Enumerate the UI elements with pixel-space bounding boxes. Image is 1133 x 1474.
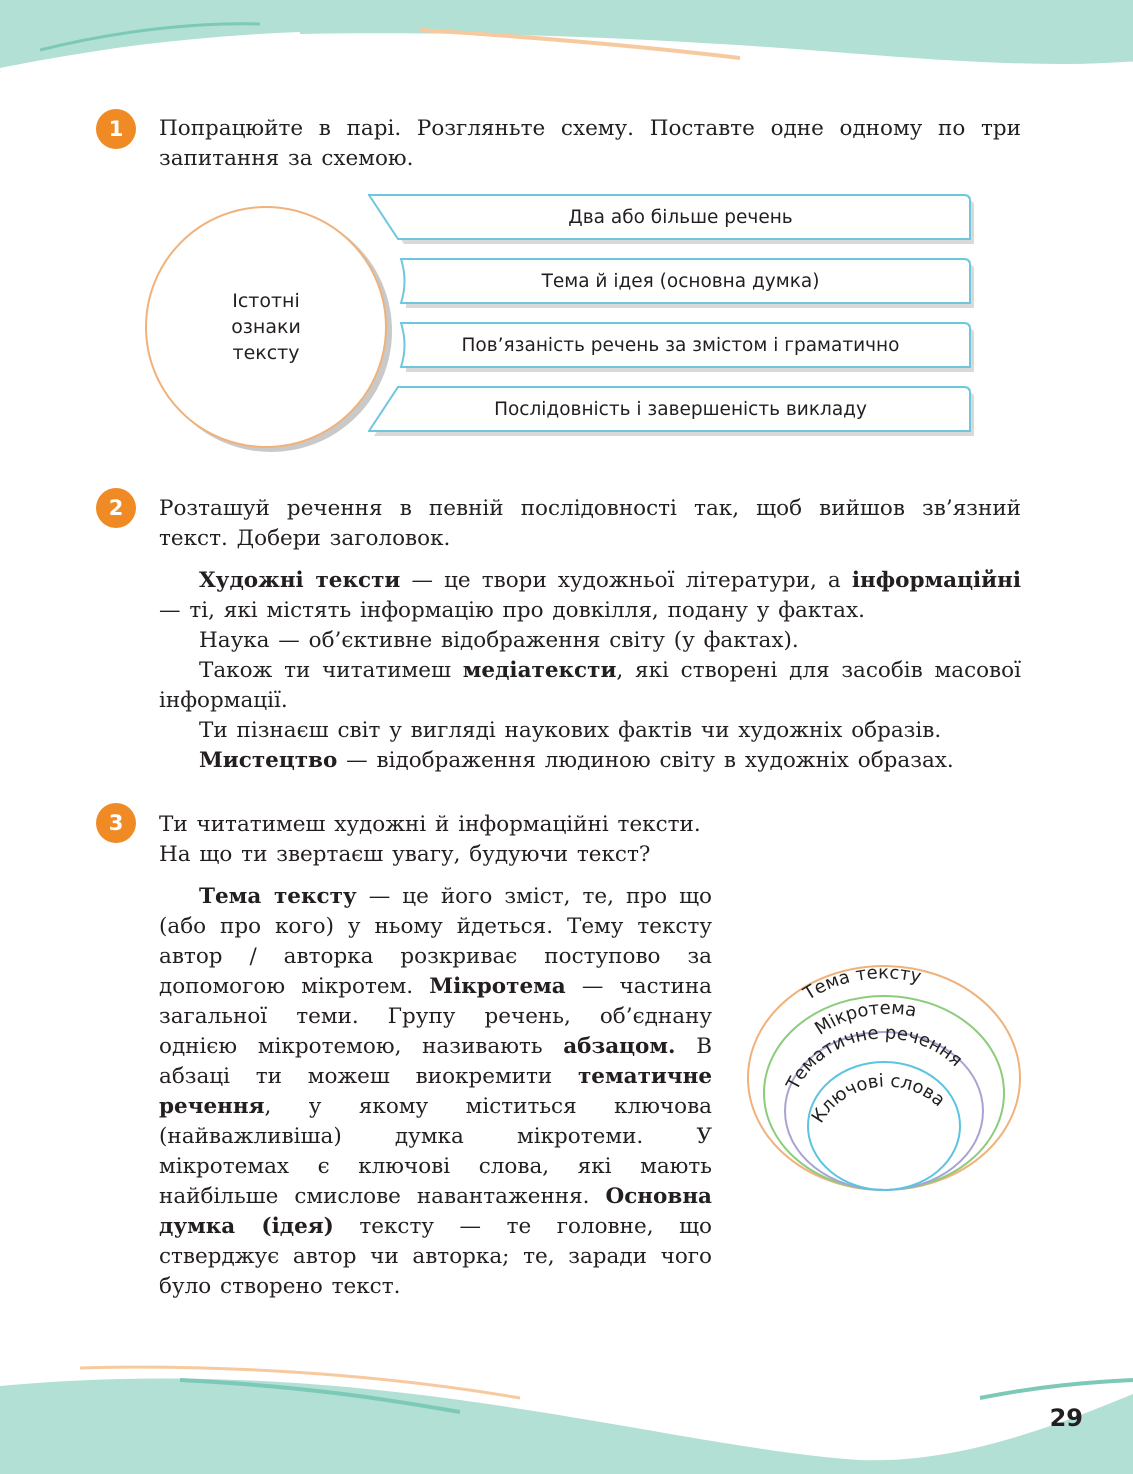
sentence-text: — ті, які містять інформацію про довкілля, подану у фактах. [159, 598, 865, 623]
sentence [159, 746, 1021, 776]
scheme-item-label: Пов’язаність речень за змістом і граматично [461, 334, 900, 356]
theory-text [159, 882, 712, 1302]
sentence: Ти пізнаєш світ у вигляді наукових фактів чи художніх образів. [199, 718, 942, 743]
bottom-wave-decoration [0, 1364, 1133, 1474]
ring-label-text: Ключові слова [807, 1070, 950, 1127]
task-3-line: На що ти звертаєш увагу, будуючи текст? [159, 842, 651, 867]
sentence-text: Також ти читатимеш [199, 658, 463, 683]
task-number-badge [96, 109, 136, 149]
task-3-theory [159, 882, 712, 1302]
task-number: 1 [108, 117, 124, 141]
text-structure-diagram [740, 965, 1030, 1205]
scheme-center-label: Істотні ознаки тексту [231, 290, 301, 364]
scheme-item [368, 386, 973, 432]
task-2-block [159, 494, 1021, 776]
ring-label-text: Мікротема [811, 997, 919, 1040]
sentence [159, 566, 1021, 626]
bold-term: Художні тексти [199, 568, 401, 593]
bold-term: медіатексти [462, 658, 617, 683]
task-2-text: Розташуй речення в певній послідовності так, щоб вийшов зв’язний текст. Добери заголовок. [159, 496, 1021, 551]
bold-term: Мікротема [429, 974, 566, 999]
sentence-text: — відображення людиною світу в художніх образах. [337, 748, 954, 773]
theory-fragment: тексту — те головне, що стверджує автор чи авторка; те, заради чого було створено текст. [159, 1214, 712, 1299]
task-1-text: Попрацюйте в парі. Розгляньте схему. Поставте одне одному по три запитання за схемою. [159, 116, 1021, 171]
theory-fragment: , у якому міститься ключова (найважливіша) думка мікротеми. У мікротемах є ключові слова, які мають найбільше смислове навантаження. [159, 1094, 712, 1209]
task-number: 3 [108, 811, 124, 835]
task-3-question [159, 810, 1021, 870]
task-1-instruction [159, 114, 1021, 174]
task-3-line: Ти читатимеш художні й інформаційні тексти. [159, 812, 701, 837]
scheme-item-label: Два або більше речень [568, 206, 793, 228]
bold-term: інформаційні [851, 568, 1021, 593]
top-wave-decoration [0, 0, 1133, 90]
scheme-item [368, 322, 973, 368]
ring-label-text: Тематичне речення [782, 1022, 967, 1094]
bold-term: Тема тексту [199, 884, 357, 909]
sentence-text: — це твори художньої літератури, а [400, 568, 852, 593]
page-number: 29 [1049, 1404, 1083, 1432]
bold-term: абзацом. [563, 1034, 676, 1059]
theory-fragment: — це його зміст, те, про що (або про кого) у ньому йдеться. Тему тексту автор / авторка розкриває поступово за допомогою мікротем. [159, 884, 712, 999]
sentence [159, 656, 1021, 716]
theory-fragment: В абзаці ти можеш виокремити [159, 1034, 712, 1089]
task-number: 2 [108, 496, 124, 520]
scheme-item [368, 194, 973, 240]
ring-label [808, 1071, 949, 1127]
scheme-item-label: Тема й ідея (основна думка) [541, 270, 820, 292]
scheme-item [368, 258, 973, 304]
bold-term: Мистецтво [199, 748, 338, 773]
theory-fragment: — частина загальної теми. Групу речень, об’єднану однією мікротемою, називають [159, 974, 712, 1059]
sentence: Наука — об’єктивне відображення світу (у фактах). [199, 628, 799, 653]
task-number-badge [96, 488, 136, 528]
bold-term: тематичне речення [159, 1064, 712, 1119]
sentence-text: , які створені для засобів масової інформації. [159, 658, 1021, 713]
scheme-center-circle [145, 206, 387, 448]
ring-keywords [808, 1062, 960, 1190]
bold-term: Основна думка (ідея) [159, 1184, 712, 1239]
task-number-badge [96, 803, 136, 843]
ring-label-text: Тема тексту [799, 965, 924, 1005]
scheme-item-label: Послідовність і завершеність викладу [494, 398, 867, 420]
